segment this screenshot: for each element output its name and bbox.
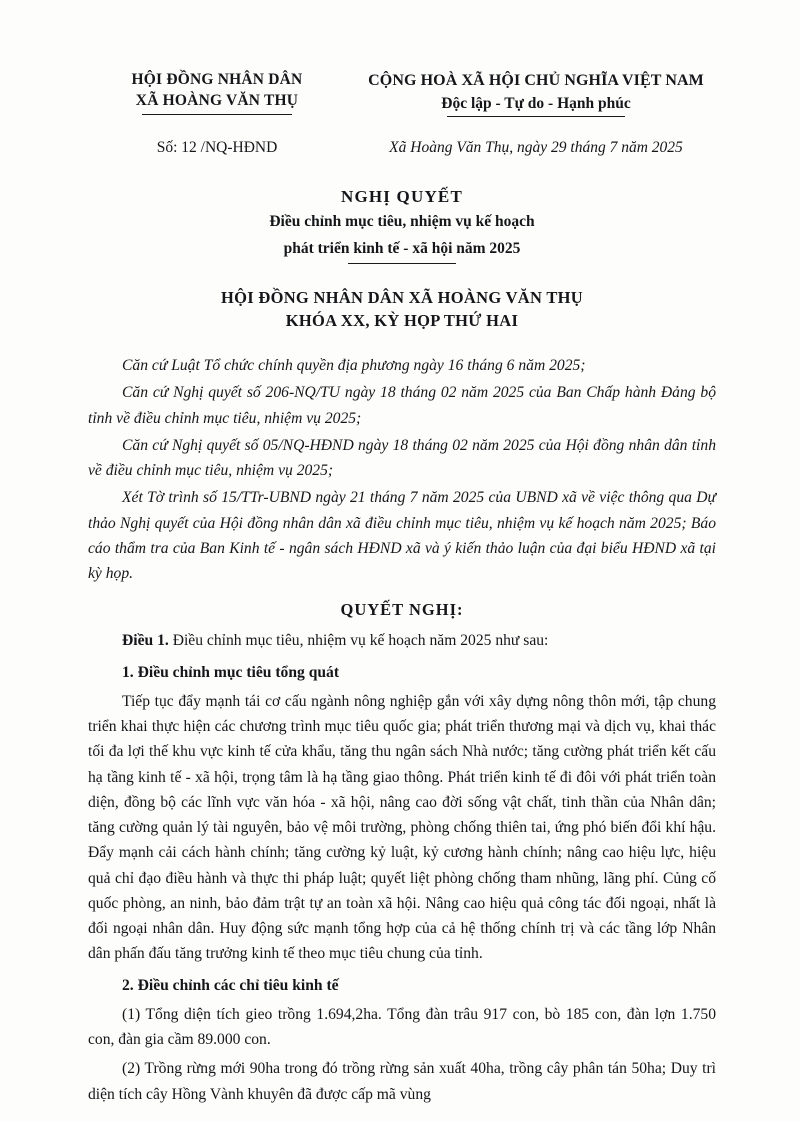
document-subject-line-1: Điều chỉnh mục tiêu, nhiệm vụ kế hoạch	[269, 213, 535, 231]
article-1-label: Điều 1.	[122, 632, 169, 650]
document-header	[88, 70, 716, 117]
nation-line-2: Độc lập - Tự do - Hạnh phúc	[441, 94, 631, 112]
document-content	[88, 62, 716, 1107]
legal-bases	[88, 353, 716, 586]
legal-basis-item: Căn cứ Nghị quyết số 206-NQ/TU ngày 18 tháng 02 năm 2025 của Ban Chấp hành Đảng bộ tỉnh về điều chỉnh mục tiêu, nhiệm vụ 2025;	[88, 384, 716, 427]
section-2-item: (2) Trồng rừng mới 90ha trong đó trồng rừng sản xuất 40ha, trồng cây phân tán 50ha; Duy trì diện tích cây Hồng Vành khuyên đã được cấp mã vùng	[88, 1060, 716, 1103]
section-2-item: (1) Tổng diện tích gieo trồng 1.694,2ha. Tổng đàn trâu 917 con, bò 185 con, đàn lợn 1.750 con, đàn gia cầm 89.000 con.	[88, 1005, 716, 1049]
issuing-organization	[88, 70, 346, 115]
nation-underline	[447, 116, 625, 117]
document-title-block	[88, 187, 716, 264]
article-1-text: Điều chỉnh mục tiêu, nhiệm vụ kế hoạch năm 2025 như sau:	[172, 632, 549, 650]
resolve-heading: QUYẾT NGHỊ:	[340, 600, 464, 620]
legal-basis-item: Xét Tờ trình số 15/TTr-UBND ngày 21 tháng 7 năm 2025 của UBND xã về việc thông qua Dự thảo Nghị quyết của Hội đồng nhân dân xã điều chỉnh mục tiêu, nhiệm vụ kế hoạch năm 2025; Báo cáo thẩm tra của Ban Kinh tế - ngân sách HĐND xã và ý kiến thảo luận của đại biểu HĐND xã tại kỳ họp.	[88, 489, 716, 583]
document-number: Số: 12 /NQ-HĐND	[156, 139, 278, 157]
council-name: HỘI ĐỒNG NHÂN DÂN XÃ HOÀNG VĂN THỤ	[220, 288, 584, 308]
section-1-heading: 1. Điều chỉnh mục tiêu tổng quát	[122, 663, 340, 681]
council-block	[88, 288, 716, 331]
place-and-date: Xã Hoàng Văn Thụ, ngày 29 tháng 7 năm 2025	[389, 139, 683, 157]
title-underline	[348, 263, 456, 264]
org-line-1: HỘI ĐỒNG NHÂN DÂN	[131, 71, 303, 88]
section-2-heading: 2. Điều chỉnh các chỉ tiêu kinh tế	[122, 976, 339, 994]
section-1-body: Tiếp tục đẩy mạnh tái cơ cấu ngành nông nghiệp gắn với xây dựng nông thôn mới, tập chung triển khai thực hiện các chương trình mục tiêu quốc gia; phát triển thương mại và dịch vụ, khai thác tối đa lợi thế khu vực kinh tế cửa khẩu, tăng thu ngân sách Nhà nước; tăng cường phát triển kết cấu hạ tầng kinh tế - xã hội, trọng tâm là hạ tầng giao thông. Phát triển kinh tế đi đôi với phát triển toàn diện, đồng bộ các lĩnh vực văn hóa - xã hội, nâng cao đời sống vật chất, tinh thần của Nhân dân; tăng cường quản lý tài nguyên, bảo vệ môi trường, phòng chống thiên tai, ứng phó biến đổi khí hậu. Đẩy mạnh cải cách hành chính; tăng cường kỷ luật, kỷ cương hành chính; nâng cao hiệu lực, hiệu quả chỉ đạo điều hành và thực thi pháp luật; quyết liệt phòng chống tham nhũng, lãng phí. Củng cố quốc phòng, an ninh, bảo đảm trật tự an toàn xã hội. Nâng cao hiệu quả công tác đối ngoại, nhất là đối ngoại nhân dân. Huy động sức mạnh tổng hợp của cả hệ thống chính trị và các tầng lớp Nhân dân phấn đấu tăng trưởng kinh tế theo mục tiêu chung của tỉnh.	[88, 692, 716, 963]
org-underline	[142, 114, 292, 115]
legal-basis-item: Căn cứ Luật Tổ chức chính quyền địa phương ngày 16 tháng 6 năm 2025;	[122, 357, 586, 375]
document-subheader	[88, 139, 716, 157]
org-line-2: XÃ HOÀNG VĂN THỤ	[135, 91, 299, 109]
article-1-line	[88, 628, 716, 653]
national-heading	[356, 70, 716, 117]
nation-line-1: CỘNG HOÀ XÃ HỘI CHỦ NGHĨA VIỆT NAM	[368, 72, 704, 89]
document-subject-line-2: phát triển kinh tế - xã hội năm 2025	[283, 239, 521, 257]
legal-basis-item: Căn cứ Nghị quyết số 05/NQ-HĐND ngày 18 tháng 02 năm 2025 của Hội đồng nhân dân tỉnh về điều chỉnh mục tiêu, nhiệm vụ 2025;	[88, 436, 716, 480]
document-type: NGHỊ QUYẾT	[340, 187, 464, 207]
council-session: KHÓA XX, KỲ HỌP THỨ HAI	[285, 311, 519, 331]
